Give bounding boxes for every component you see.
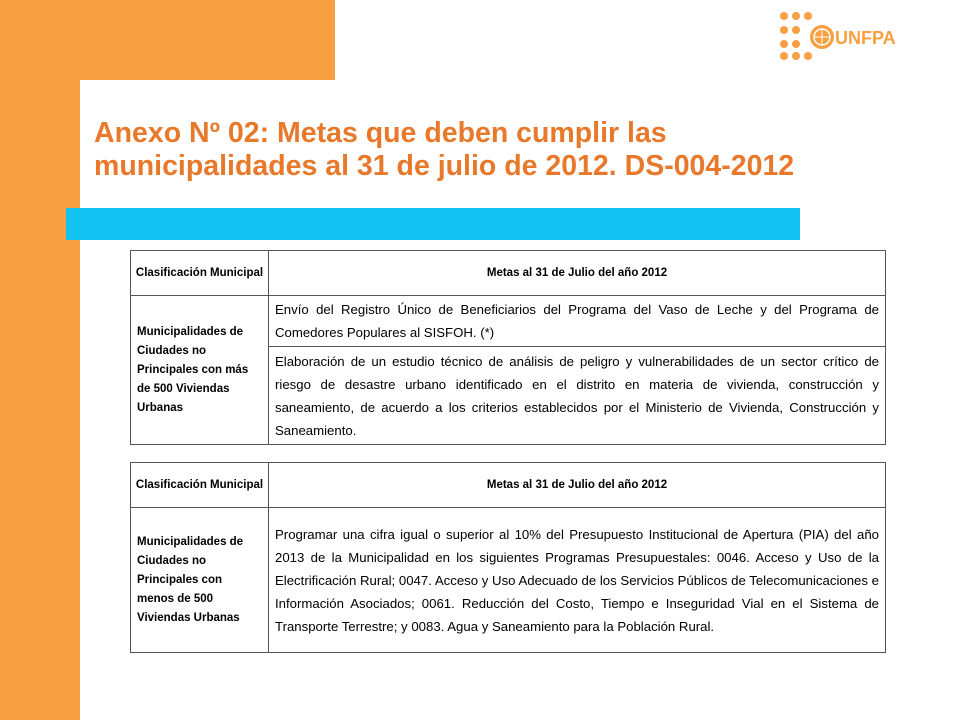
- top-orange-block: [80, 0, 335, 80]
- title-underline-band: [66, 208, 800, 240]
- title-line-2: municipalidades al 31 de julio de 2012. DS-004-2012: [94, 150, 795, 182]
- table-row: [131, 296, 886, 347]
- header-classification: Clasificación Municipal: [131, 463, 269, 508]
- goal-cell: Programar una cifra igual o superior al 10% del Presupuesto Institucional de Apertura (PIA) del año 2013 de la Municipalidad en los siguientes Programas Presupuestales: 0046. Acceso y Uso de la Electrificación Rural; 0047. Acceso y Uso Adecuado de los Servicios Públicos de Telecomunicaciones e Información Asociados; 0061. Reducción del Costo, Tiempo e Inseguridad Vial en el Sistema de Transporte Terrestre; y 0083. Agua y Saneamiento para la Población Rural.: [269, 508, 886, 653]
- header-goals: Metas al 31 de Julio del año 2012: [269, 251, 886, 296]
- classification-cell: Municipalidades de Ciudades no Principales con menos de 500 Viviendas Urbanas: [131, 508, 269, 653]
- header-classification: Clasificación Municipal: [131, 251, 269, 296]
- title-line-1: Anexo Nº 02: Metas que deben cumplir las: [94, 117, 667, 149]
- page-title: [94, 117, 914, 183]
- unfpa-logo: [778, 10, 898, 62]
- table-row: [131, 508, 886, 653]
- goals-table-1: [130, 250, 886, 445]
- goal-cell: Elaboración de un estudio técnico de análisis de peligro y vulnerabilidades de un sector crítico de riesgo de desastre urbano identificado en el distrito en materia de vivienda, construcción y saneamiento, de acuerdo a los criterios establecidos por el Ministerio de Vivienda, Construcción y Saneamiento.: [269, 347, 886, 445]
- table-header-row: [131, 251, 886, 296]
- classification-cell: Municipalidades de Ciudades no Principales con más de 500 Viviendas Urbanas: [131, 296, 269, 445]
- goals-table-2: [130, 462, 886, 653]
- left-orange-bar: [0, 0, 80, 720]
- header-goals: Metas al 31 de Julio del año 2012: [269, 463, 886, 508]
- logo-text: UNFPA: [835, 28, 896, 48]
- goal-cell: Envío del Registro Único de Beneficiarios del Programa del Vaso de Leche y del Programa de Comedores Populares al SISFOH. (*): [269, 296, 886, 347]
- table-header-row: [131, 463, 886, 508]
